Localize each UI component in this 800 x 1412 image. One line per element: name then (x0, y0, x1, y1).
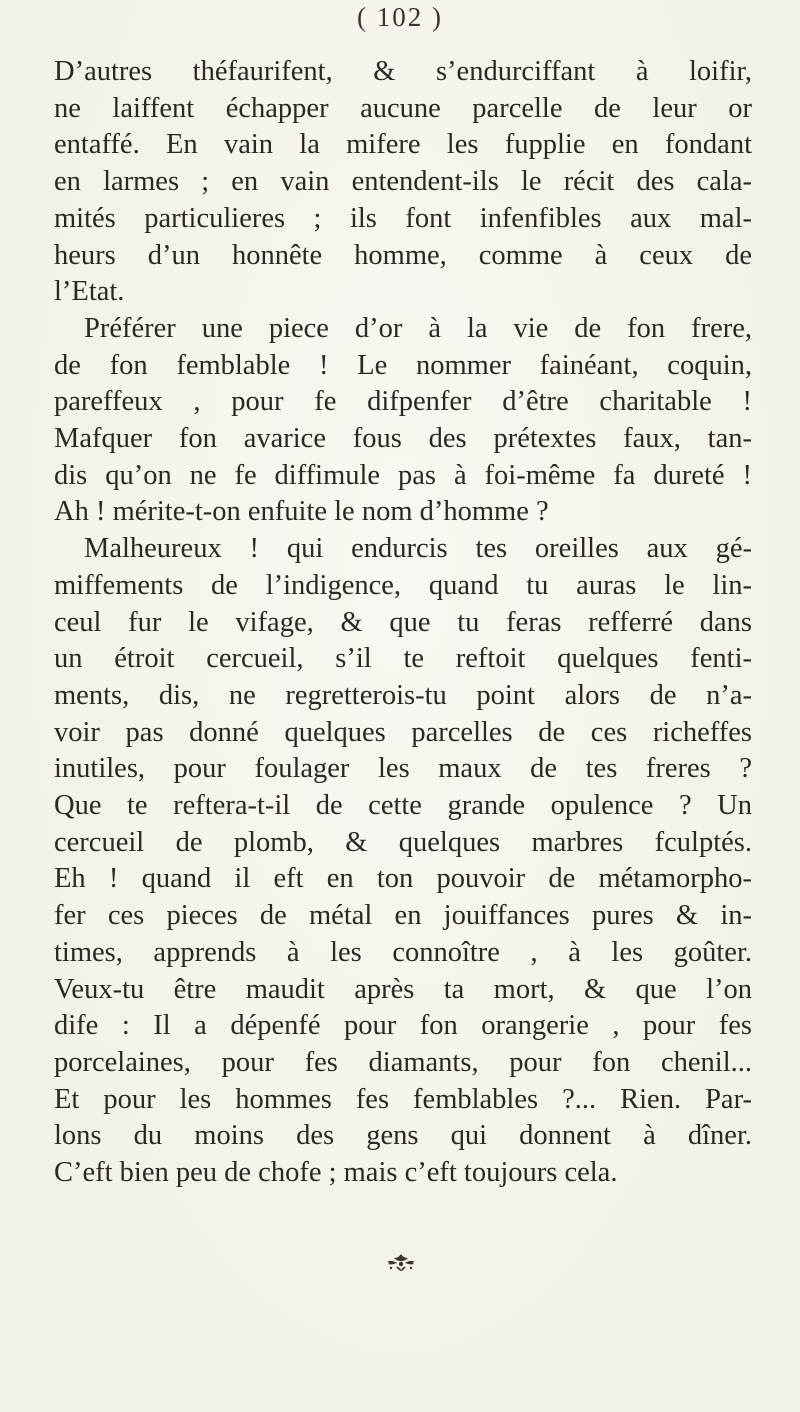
text-line: ne laiffent échapper aucune parcelle de leur or (54, 92, 752, 124)
text-line: Malheureux ! qui endurcis tes oreilles aux gé- (84, 533, 752, 565)
text-line: Ah ! mérite-t-on enfuite le nom d’homme ? (54, 496, 549, 528)
text-line: voir pas donné quelques parcelles de ces richeffes (54, 716, 752, 748)
text-line: Eh ! quand il eft en ton pouvoir de métamorpho- (54, 863, 752, 895)
paragraph-3 (54, 531, 752, 1192)
paragraph-2 (54, 311, 752, 531)
text-line: miffements de l’indigence, quand tu auras le lin- (54, 569, 752, 601)
text-line: Veux-tu être maudit après ta mort, & que l’on (54, 973, 752, 1005)
text-line: lons du moins des gens qui donnent à dîner. (54, 1120, 752, 1152)
body-text (54, 54, 752, 1192)
text-line: ceul fur le vifage, & que tu feras refferré dans (54, 606, 752, 638)
text-line: D’autres théfaurifent, & s’endurciffant à loifir, (54, 56, 752, 87)
text-line: C’eft bien peu de chofe ; mais c’eft toujours cela. (54, 1157, 618, 1189)
text-line: inutiles, pour foulager les maux de tes freres ? (54, 753, 752, 785)
text-line: un étroit cercueil, s’il te reftoit quelques fenti- (54, 643, 752, 675)
text-line: entaffé. En vain la mifere les fupplie en fondant (54, 129, 752, 161)
text-line: fer ces pieces de métal en jouiffances pures & in- (54, 900, 752, 932)
text-line: heurs d’un honnête homme, comme à ceux de (54, 239, 752, 271)
text-line: pareffeux , pour fe difpenfer d’être charitable ! (54, 386, 752, 418)
text-line: Que te reftera-t-il de cette grande opulence ? Un (54, 790, 752, 822)
fleuron-ornament-icon (384, 1252, 418, 1272)
text-line: times, apprends à les connoître , à les goûter. (54, 936, 752, 968)
page-number: ( 102 ) (357, 2, 443, 32)
text-line: ments, dis, ne regretterois-tu point alors de n’a- (54, 679, 752, 711)
text-line: dis qu’on ne fe diffimule pas à foi-même fa dureté ! (54, 459, 752, 491)
text-line: porcelaines, pour fes diamants, pour fon chenil... (54, 1046, 752, 1078)
text-line: mités particulieres ; ils font infenfibles aux mal- (54, 202, 752, 234)
paragraph-1 (54, 54, 752, 311)
text-line: dife : Il a dépenfé pour fon orangerie , pour fes (54, 1010, 752, 1042)
text-line: Et pour les hommes fes femblables ?... Rien. Par- (54, 1083, 752, 1115)
text-line: de fon femblable ! Le nommer fainéant, coquin, (54, 349, 752, 381)
text-line: Mafquer fon avarice fous des prétextes faux, tan- (54, 423, 752, 455)
text-line: l’Etat. (54, 276, 125, 308)
text-line: en larmes ; en vain entendent-ils le récit des cala- (54, 166, 752, 198)
text-line: Préférer une piece d’or à la vie de fon frere, (84, 312, 752, 344)
text-line: cercueil de plomb, & quelques marbres fculptés. (54, 826, 752, 858)
